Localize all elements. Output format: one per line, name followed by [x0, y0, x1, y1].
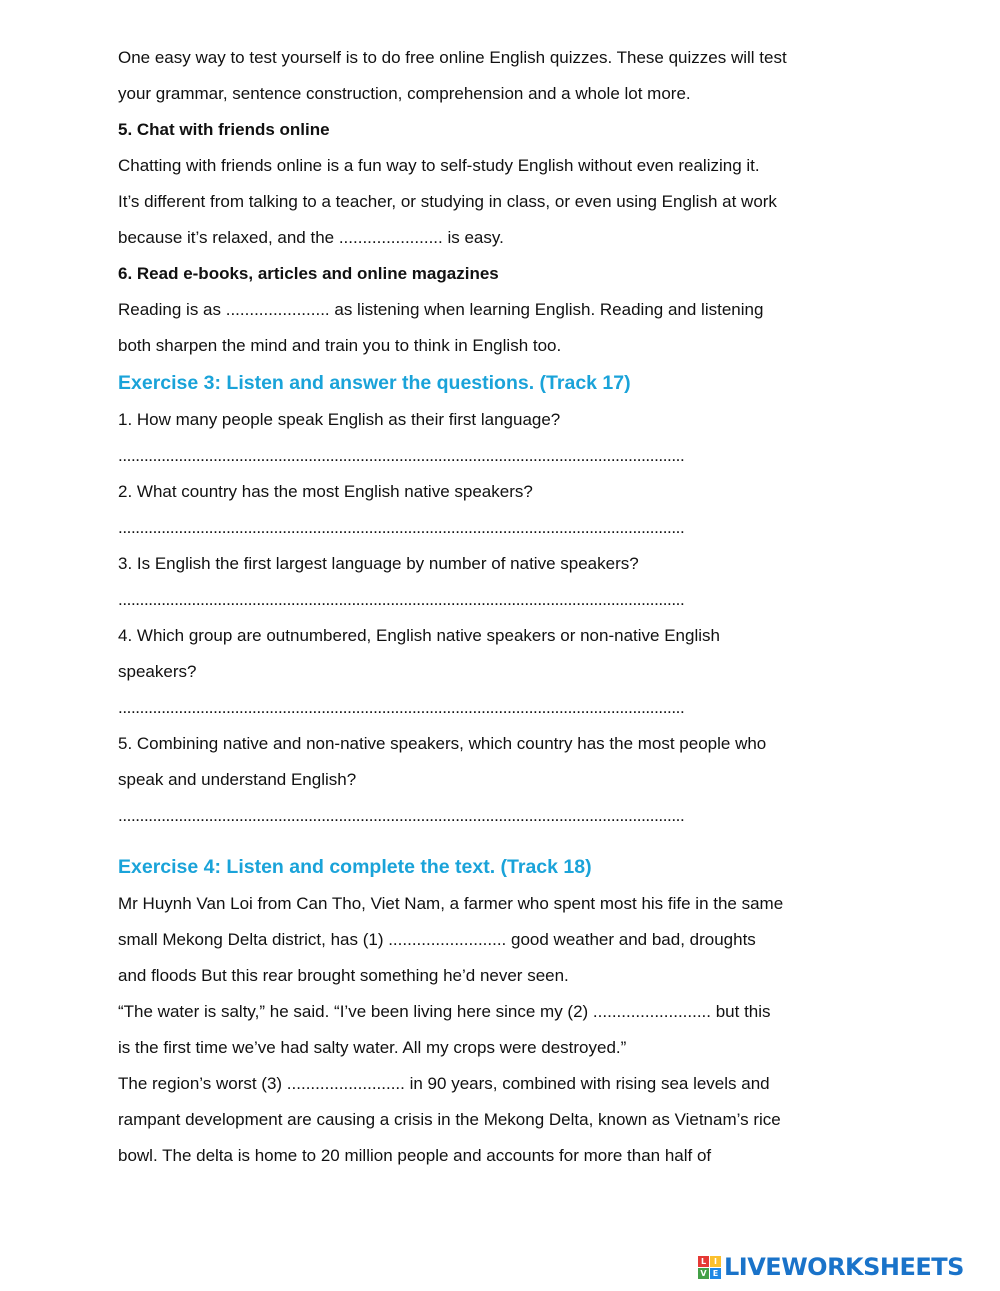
answer-field-3[interactable]: ................................................................................................................................... — [118, 590, 685, 609]
question-5: 5. Combining native and non-native speakers, which country has the most people who — [118, 734, 767, 753]
section-heading: 6. Read e-books, articles and online magazines — [118, 264, 499, 283]
paragraph-line-with-blank: Reading is as ...................... as listening when learning English. Reading and listening — [118, 300, 764, 319]
text-line: Mr Huynh Van Loi from Can Tho, Viet Nam, a farmer who spent most his fife in the same — [118, 894, 784, 913]
question-3: 3. Is English the first largest language by number of native speakers? — [118, 554, 639, 573]
question-1: 1. How many people speak English as their first language? — [118, 410, 561, 429]
paragraph-line: It’s different from talking to a teacher, or studying in class, or even using English at work — [118, 192, 777, 211]
answer-field-5[interactable]: ................................................................................................................................... — [118, 806, 685, 825]
question-4-cont: speakers? — [118, 662, 197, 681]
answer-field-1[interactable]: ................................................................................................................................... — [118, 446, 685, 465]
logo-letter-2: V — [698, 1268, 709, 1279]
logo-letter-1: I — [710, 1256, 721, 1267]
logo-wordmark: LIVEWORKSHEETS — [724, 1253, 964, 1281]
text-line: is the first time we’ve had salty water. All my crops were destroyed.” — [118, 1038, 627, 1057]
paragraph-line: Chatting with friends online is a fun way to self-study English without even realizing it. — [118, 156, 760, 175]
section-heading: 5. Chat with friends online — [118, 120, 330, 139]
intro-line: One easy way to test yourself is to do free online English quizzes. These quizzes will test — [118, 48, 787, 67]
paragraph-line-with-blank: because it’s relaxed, and the ...................... is easy. — [118, 228, 504, 247]
text-line-blank-3: The region’s worst (3) ......................... in 90 years, combined with rising sea levels and — [118, 1074, 770, 1093]
paragraph-line: both sharpen the mind and train you to think in English too. — [118, 336, 562, 355]
question-2: 2. What country has the most English native speakers? — [118, 482, 533, 501]
exercise-3-title: Exercise 3: Listen and answer the questions. (Track 17) — [118, 372, 631, 394]
text-line-blank-2: “The water is salty,” he said. “I’ve been living here since my (2) ......................... but this — [118, 1002, 771, 1021]
question-5-cont: speak and understand English? — [118, 770, 357, 789]
exercise-4-title: Exercise 4: Listen and complete the text. (Track 18) — [118, 856, 592, 878]
text-line: rampant development are causing a crisis in the Mekong Delta, known as Vietnam’s rice — [118, 1110, 781, 1129]
logo-letter-3: E — [710, 1268, 721, 1279]
answer-field-2[interactable]: ................................................................................................................................... — [118, 518, 685, 537]
text-line-blank-1: small Mekong Delta district, has (1) ......................... good weather and bad, droughts — [118, 930, 756, 949]
question-4: 4. Which group are outnumbered, English native speakers or non-native English — [118, 626, 720, 645]
liveworksheets-logo-icon — [698, 1256, 721, 1279]
logo-letter-0: L — [698, 1256, 709, 1267]
text-line: and floods But this rear brought something he’d never seen. — [118, 966, 569, 985]
worksheet-page — [118, 40, 838, 1174]
intro-line: your grammar, sentence construction, comprehension and a whole lot more. — [118, 84, 691, 103]
answer-field-4[interactable]: ................................................................................................................................... — [118, 698, 685, 717]
text-line: bowl. The delta is home to 20 million people and accounts for more than half of — [118, 1146, 712, 1165]
liveworksheets-logo — [698, 1253, 964, 1281]
